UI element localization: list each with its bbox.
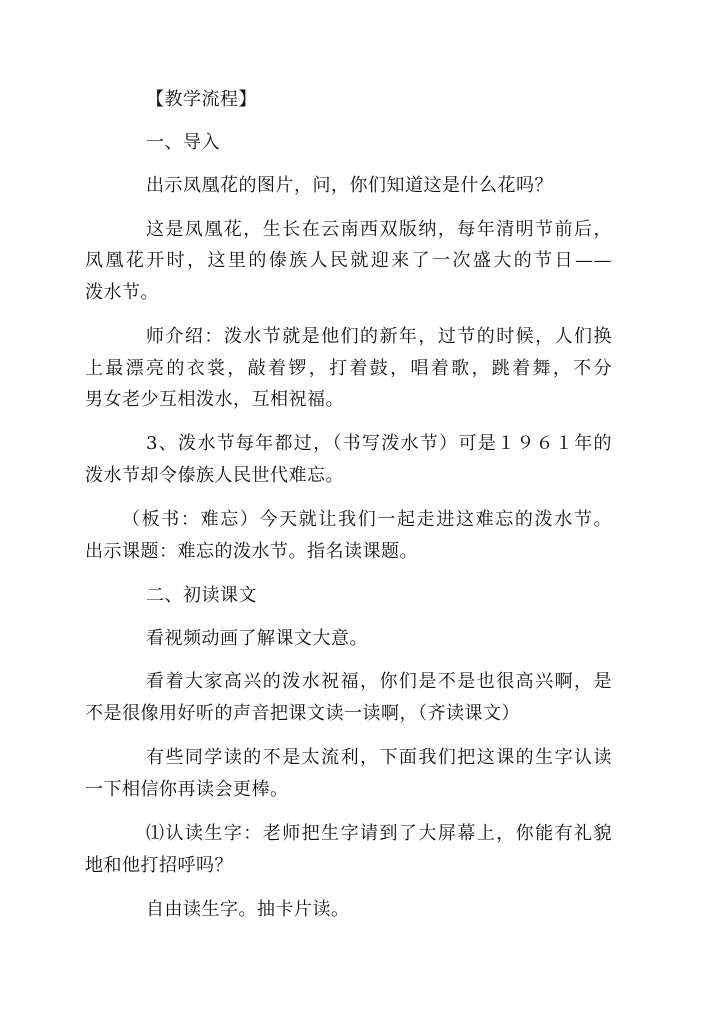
paragraph-line: 凤凰花开时，这里的傣族人民就迎来了一次盛大的节日—— <box>85 250 612 271</box>
section-title-intro: 一、导入 <box>146 132 220 153</box>
paragraph-line: 3、泼水节每年都过，（书写泼水节）可是１９６１年的 <box>146 433 612 454</box>
paragraph-line: ⑴认读生字：老师把生字请到了大屏幕上，你能有礼貌 <box>146 823 612 844</box>
paragraph-line: 一下相信你再读会更棒。 <box>85 779 289 800</box>
paragraph-line: 看视频动画了解课文大意。 <box>146 628 368 649</box>
paragraph-line: 男女老少互相泼水，互相祝福。 <box>85 389 344 410</box>
paragraph-line: 这是凤凰花，生长在云南西双版纳，每年清明节前后， <box>146 219 612 240</box>
paragraph-line: 上最漂亮的衣裳，敲着锣，打着鼓，唱着歌，跳着舞，不分 <box>85 358 612 379</box>
paragraph-line: （板书：难忘）今天就让我们一起走进这难忘的泼水节。 <box>122 509 612 530</box>
paragraph-line: 自由读生字。抽卡片读。 <box>146 899 350 920</box>
paragraph-line: 泼水节却令傣族人民世代难忘。 <box>85 465 344 486</box>
paragraph-line: 地和他打招呼吗？ <box>85 855 233 876</box>
paragraph-line: 泼水节。 <box>85 282 159 303</box>
paragraph-line: 看着大家高兴的泼水祝福，你们是不是也很高兴啊，是 <box>146 671 612 692</box>
section-title-first-reading: 二、初读课文 <box>146 585 257 606</box>
paragraph-line: 不是很像用好听的声音把课文读一读啊，（齐读课文） <box>85 703 520 724</box>
document-heading: 【教学流程】 <box>146 89 257 110</box>
paragraph-line: 出示凤凰花的图片，问，你们知道这是什么花吗？ <box>146 175 553 196</box>
paragraph-line: 师介绍：泼水节就是他们的新年，过节的时候，人们换 <box>146 326 612 347</box>
paragraph-line: 出示课题：难忘的泼水节。指名读课题。 <box>85 541 418 562</box>
paragraph-line: 有些同学读的不是太流利，下面我们把这课的生字认读 <box>146 747 612 768</box>
